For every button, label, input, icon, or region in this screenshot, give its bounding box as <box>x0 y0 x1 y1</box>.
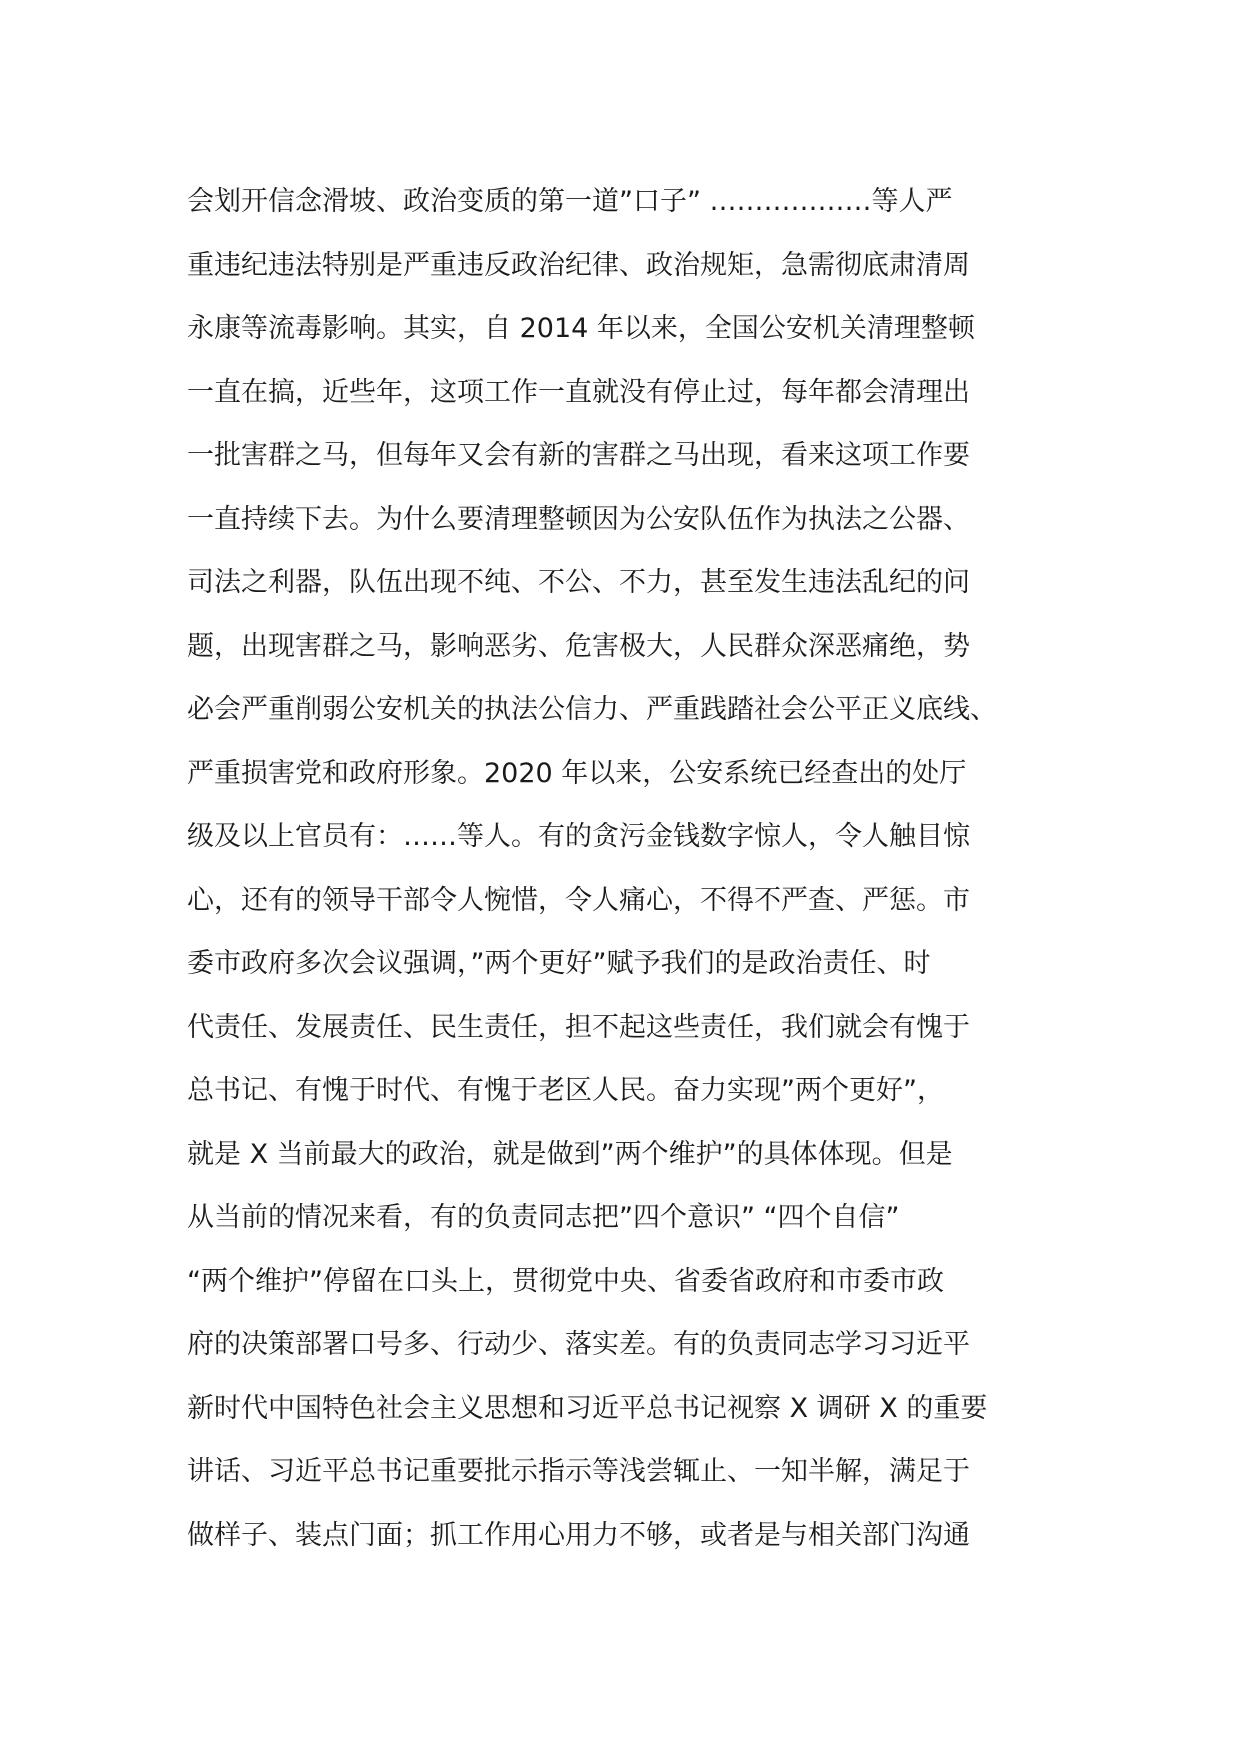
body-text <box>187 170 1067 1567</box>
text-line: 级及以上官员有：……等人。有的贪污金钱数字惊人，令人触目惊 <box>187 821 970 852</box>
text-line: 讲话、习近平总书记重要批示指示等浅尝辄止、一知半解，满足于 <box>187 1456 970 1487</box>
text-line: 新时代中国特色社会主义思想和习近平总书记视察 X 调研 X 的重要 <box>187 1392 988 1424</box>
text-line: 一批害群之马，但每年又会有新的害群之马出现，看来这项工作要 <box>187 440 970 471</box>
text-line: 永康等流毒影响。其实，自 2014 年以来，全国公安机关清理整顿 <box>187 313 975 344</box>
text-line: 重违纪违法特别是严重违反政治纪律、政治规矩，急需彻底肃清周 <box>187 249 970 281</box>
text-line: 就是 X 当前最大的政治，就是做到”两个维护”的具体体现。但是 <box>187 1138 953 1170</box>
text-line: 会划开信念滑坡、政治变质的第一道”口子” ………………等人严 <box>187 186 953 217</box>
text-line: 总书记、有愧于时代、有愧于老区人民。奋力实现”两个更好”， <box>187 1075 944 1106</box>
text-line: 委市政府多次会议强调，”两个更好”赋予我们的是政治责任、时 <box>187 948 931 979</box>
text-line: 从当前的情况来看，有的负责同志把”四个意识” “四个自信” <box>187 1202 900 1233</box>
text-line: 代责任、发展责任、民生责任，担不起这些责任，我们就会有愧于 <box>187 1011 970 1043</box>
text-line: 一直持续下去。为什么要清理整顿因为公安队伍作为执法之公器、 <box>187 503 970 535</box>
text-line: 题，出现害群之马，影响恶劣、危害极大，人民群众深恶痛绝，势 <box>187 630 970 662</box>
text-line: 府的决策部署口号多、行动少、落实差。有的负责同志学习习近平 <box>187 1329 970 1360</box>
text-line: 严重损害党和政府形象。2020 年以来，公安系统已经查出的处厅 <box>187 757 967 789</box>
text-line: 司法之利器，队伍出现不纯、不公、不力，甚至发生违法乱纪的问 <box>187 567 970 598</box>
text-line: 必会严重削弱公安机关的执法公信力、严重践踏社会公平正义底线、 <box>187 694 997 725</box>
text-line: “两个维护”停留在口头上，贯彻党中央、省委省政府和市委市政 <box>187 1265 944 1297</box>
text-line: 心，还有的领导干部令人惋惜，令人痛心，不得不严查、严惩。市 <box>187 884 970 916</box>
text-line: 做样子、装点门面；抓工作用心用力不够，或者是与相关部门沟通 <box>187 1519 970 1551</box>
text-line: 一直在搞，近些年，这项工作一直就没有停止过，每年都会清理出 <box>187 376 970 408</box>
